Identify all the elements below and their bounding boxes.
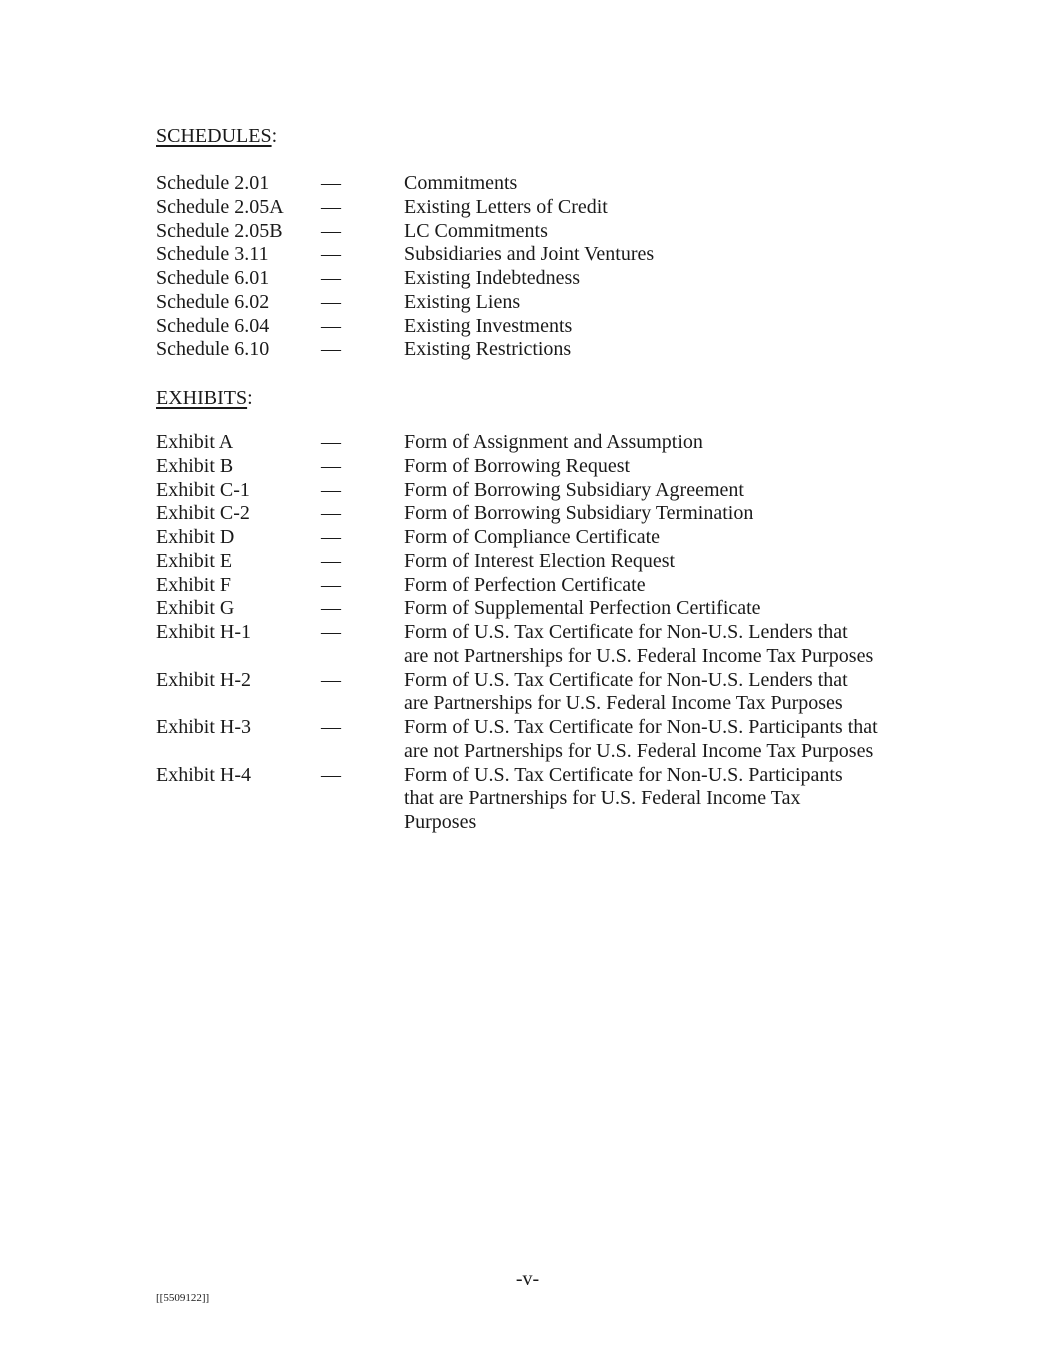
exhibit-entry xyxy=(156,502,916,526)
exhibit-entry xyxy=(156,597,916,621)
exhibit-description xyxy=(404,716,916,764)
schedule-description-line: Existing Indebtedness xyxy=(404,267,581,289)
exhibit-description-line: Form of U.S. Tax Certificate for Non-U.S. Participants that xyxy=(404,716,878,738)
schedule-description-line: LC Commitments xyxy=(404,219,548,242)
schedule-description-line: Existing Letters of Credit xyxy=(404,195,608,218)
exhibit-description-line: Form of Borrowing Subsidiary Agreement xyxy=(404,478,744,501)
exhibit-entry xyxy=(156,455,916,479)
schedule-entry xyxy=(156,267,916,291)
exhibit-description xyxy=(404,621,916,669)
schedule-label: Schedule 2.05B xyxy=(156,219,283,242)
em-dash-separator: — xyxy=(321,716,341,738)
em-dash-separator: — xyxy=(321,478,341,501)
exhibit-description-line: Form of Compliance Certificate xyxy=(404,526,661,548)
em-dash-separator: — xyxy=(321,243,341,266)
em-dash-separator: — xyxy=(321,668,341,691)
schedule-description xyxy=(404,243,916,267)
schedules-heading-colon: : xyxy=(271,125,278,147)
exhibit-label: Exhibit H-3 xyxy=(156,716,251,738)
exhibit-entry xyxy=(156,550,916,574)
schedule-description xyxy=(404,291,916,315)
exhibit-label: Exhibit C-1 xyxy=(156,478,250,501)
em-dash-separator: — xyxy=(321,219,341,242)
exhibit-description-line: Form of Borrowing Request xyxy=(404,454,631,477)
schedule-label: Schedule 2.05A xyxy=(156,195,284,218)
exhibit-label: Exhibit F xyxy=(156,573,232,596)
exhibit-entry xyxy=(156,764,916,835)
em-dash-separator: — xyxy=(321,502,341,525)
em-dash-separator: — xyxy=(321,314,341,337)
em-dash-separator: — xyxy=(321,621,341,643)
em-dash-separator: — xyxy=(321,597,341,620)
exhibit-description-line: Form of U.S. Tax Certificate for Non-U.S. Lenders that xyxy=(404,668,848,691)
exhibit-description-line: Purposes xyxy=(404,811,477,833)
exhibit-description xyxy=(404,597,916,621)
exhibit-description-line: are Partnerships for U.S. Federal Income Tax Purposes xyxy=(404,692,843,715)
schedule-entry xyxy=(156,291,916,315)
em-dash-separator: — xyxy=(321,454,341,477)
exhibit-label: Exhibit G xyxy=(156,597,235,620)
em-dash-separator: — xyxy=(321,573,341,596)
exhibit-description-line: are not Partnerships for U.S. Federal Income Tax Purposes xyxy=(404,739,874,762)
schedule-description-line: Existing Liens xyxy=(404,290,521,313)
em-dash-separator: — xyxy=(321,526,341,548)
schedule-entry xyxy=(156,243,916,267)
exhibit-label: Exhibit H-4 xyxy=(156,763,251,786)
exhibit-description-line: Form of Assignment and Assumption xyxy=(404,431,703,453)
exhibit-entry xyxy=(156,526,916,550)
schedule-description xyxy=(404,267,916,291)
exhibit-label: Exhibit E xyxy=(156,549,233,572)
exhibit-entry xyxy=(156,716,916,764)
exhibit-description-line: Form of Interest Election Request xyxy=(404,549,676,572)
schedule-description xyxy=(404,196,916,220)
schedules-heading xyxy=(156,124,277,148)
exhibit-label: Exhibit H-2 xyxy=(156,668,251,691)
exhibit-description xyxy=(404,526,916,550)
schedule-entry xyxy=(156,315,916,339)
schedule-description-line: Commitments xyxy=(404,172,518,194)
exhibit-description-line: Form of Supplemental Perfection Certificate xyxy=(404,597,761,620)
schedule-description xyxy=(404,338,916,362)
schedule-description xyxy=(404,220,916,244)
exhibit-description xyxy=(404,669,916,717)
exhibit-label: Exhibit D xyxy=(156,526,235,548)
document-id: [[5509122]] xyxy=(156,1292,210,1304)
exhibit-description xyxy=(404,502,916,526)
schedule-description xyxy=(404,172,916,196)
schedule-entry xyxy=(156,196,916,220)
schedule-label: Schedule 6.10 xyxy=(156,338,270,361)
exhibits-heading-colon: : xyxy=(247,387,253,409)
exhibit-entry xyxy=(156,669,916,717)
schedule-label: Schedule 6.01 xyxy=(156,267,270,289)
schedules-list xyxy=(156,172,916,362)
em-dash-separator: — xyxy=(321,195,341,218)
schedule-entry xyxy=(156,172,916,196)
em-dash-separator: — xyxy=(321,549,341,572)
exhibit-entry xyxy=(156,621,916,669)
schedule-label: Schedule 6.02 xyxy=(156,290,270,313)
exhibit-description xyxy=(404,550,916,574)
exhibit-description-line: Form of U.S. Tax Certificate for Non-U.S. Lenders that xyxy=(404,621,848,643)
exhibit-entry xyxy=(156,479,916,503)
em-dash-separator: — xyxy=(321,267,341,289)
exhibits-heading xyxy=(156,386,253,410)
schedule-description-line: Existing Investments xyxy=(404,314,573,337)
exhibit-description-line: are not Partnerships for U.S. Federal Income Tax Purposes xyxy=(404,644,874,667)
schedules-heading-text: SCHEDULES xyxy=(156,125,272,147)
exhibit-description xyxy=(404,431,916,455)
exhibit-entry xyxy=(156,431,916,455)
schedule-entry xyxy=(156,338,916,362)
exhibit-label: Exhibit B xyxy=(156,454,234,477)
exhibit-label: Exhibit H-1 xyxy=(156,621,251,643)
exhibits-list xyxy=(156,431,916,835)
exhibit-description-line: Form of Borrowing Subsidiary Termination xyxy=(404,502,754,525)
exhibit-entry xyxy=(156,574,916,598)
exhibit-description-line: Form of Perfection Certificate xyxy=(404,573,646,596)
exhibit-label: Exhibit C-2 xyxy=(156,502,250,525)
exhibit-description-line: Form of U.S. Tax Certificate for Non-U.S. Participants xyxy=(404,763,843,786)
em-dash-separator: — xyxy=(321,172,341,194)
exhibits-heading-text: EXHIBITS xyxy=(156,387,248,409)
schedule-description xyxy=(404,315,916,339)
schedule-label: Schedule 2.01 xyxy=(156,172,270,194)
em-dash-separator: — xyxy=(321,763,341,786)
page-number: -v- xyxy=(515,1268,540,1290)
schedule-description-line: Subsidiaries and Joint Ventures xyxy=(404,243,655,266)
exhibit-description xyxy=(404,455,916,479)
schedule-description-line: Existing Restrictions xyxy=(404,338,572,361)
exhibit-description xyxy=(404,479,916,503)
schedule-label: Schedule 6.04 xyxy=(156,314,270,337)
schedule-entry xyxy=(156,220,916,244)
em-dash-separator: — xyxy=(321,431,341,453)
exhibit-description xyxy=(404,574,916,598)
exhibit-description-line: that are Partnerships for U.S. Federal Income Tax xyxy=(404,787,801,810)
exhibit-description xyxy=(404,764,916,835)
schedule-label: Schedule 3.11 xyxy=(156,243,269,266)
exhibit-label: Exhibit A xyxy=(156,431,234,453)
em-dash-separator: — xyxy=(321,290,341,313)
em-dash-separator: — xyxy=(321,338,341,361)
